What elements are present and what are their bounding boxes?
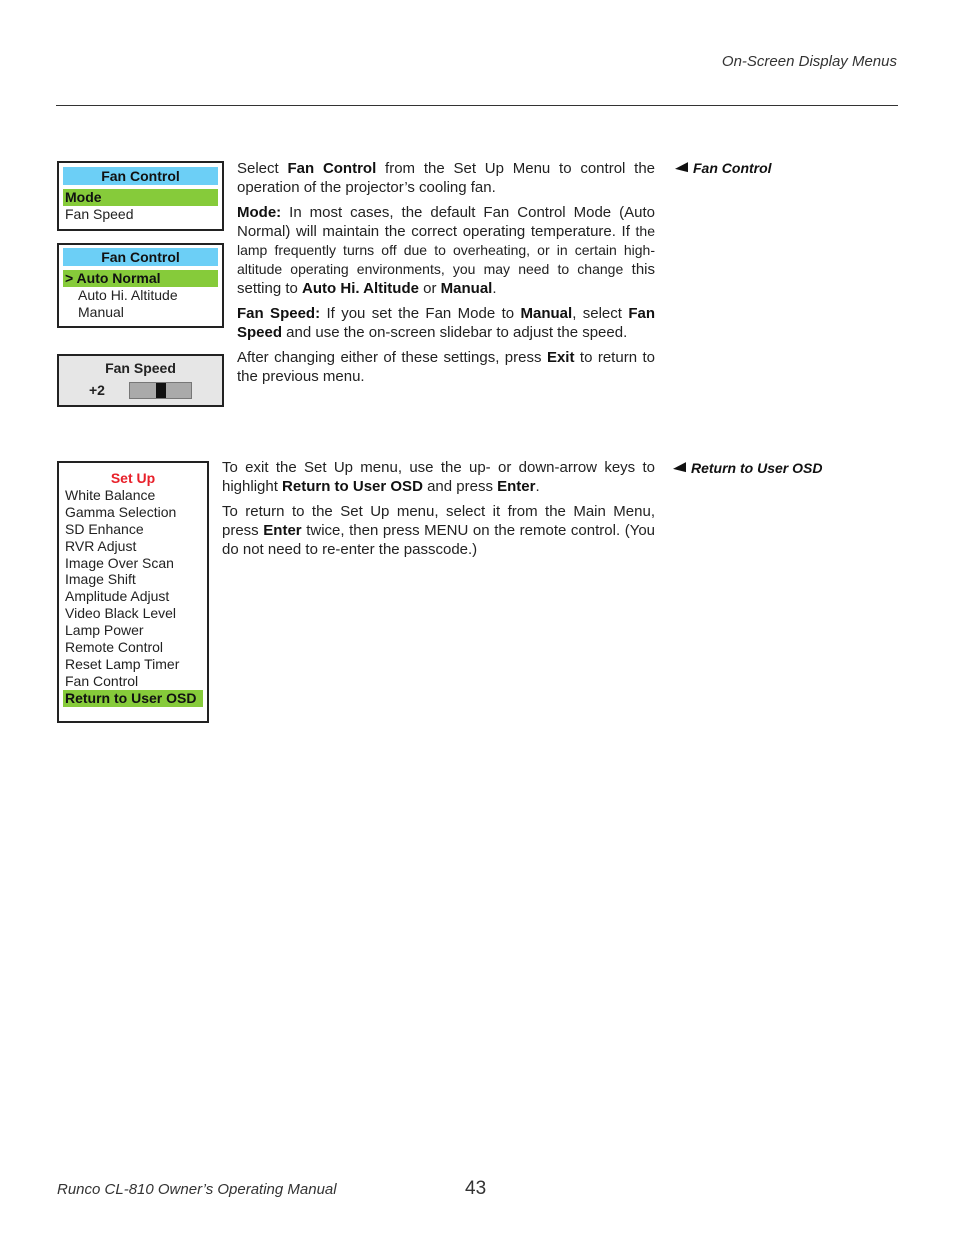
fan-speed-slider[interactable]: [129, 382, 192, 399]
fan-speed-menu: [57, 354, 224, 407]
footer-title: Runco CL-810 Owner’s Operating Manual: [57, 1181, 337, 1198]
paragraph: Fan Speed: If you set the Fan Mode to Manual, select Fan Speed and use the on-screen slidebar to adjust the speed.: [237, 305, 655, 341]
menu-item-auto-normal[interactable]: > Auto Normal: [63, 270, 218, 287]
menu-item-manual[interactable]: Manual: [78, 304, 124, 320]
menu-item-auto-hi-altitude[interactable]: Auto Hi. Altitude: [78, 287, 178, 303]
setup-menu: [57, 461, 209, 723]
menu-item-mode[interactable]: Mode: [63, 189, 218, 206]
menu-item-white-balance[interactable]: White Balance: [65, 487, 156, 503]
menu-item-fan-speed[interactable]: Fan Speed: [65, 206, 134, 222]
sidenote-return-to-user-osd: Return to User OSD: [673, 460, 822, 476]
paragraph: Select Fan Control from the Set Up Menu to control the operation of the projector’s cooling fan.: [237, 160, 656, 196]
menu-item-amplitude-adjust[interactable]: Amplitude Adjust: [65, 588, 170, 605]
menu-item-return-to-user-osd[interactable]: Return to User OSD: [63, 690, 203, 707]
paragraph: Mode: In most cases, the default Fan Control Mode (Auto Normal) will maintain the correct operating temperature. If the lamp frequently turns off due to overheating, or in certain high-altitude operating environments, you may need to change this setting to Auto Hi. Altitude or Manual.: [237, 204, 655, 297]
menu-item-remote-control[interactable]: Remote Control: [65, 639, 164, 656]
arrow-left-icon: [673, 462, 686, 474]
menu-title: Fan Control: [63, 167, 218, 185]
header-title: On-Screen Display Menus: [721, 53, 897, 70]
menu-item-image-over-scan[interactable]: Image Over Scan: [65, 554, 174, 571]
fan-control-description: [237, 159, 655, 392]
page-number: 43: [465, 1178, 487, 1199]
paragraph: To return to the Set Up menu, select it from the Main Menu, press Enter twice, then press MENU on the remote control. (You do not need to re-enter the passcode.): [222, 503, 656, 558]
menu-item-sd-enhance[interactable]: SD Enhance: [65, 520, 144, 537]
return-to-user-osd-description: [222, 458, 655, 565]
menu-item-rvr-adjust[interactable]: RVR Adjust: [65, 537, 137, 554]
menu-title: Fan Speed: [105, 360, 176, 376]
header-divider: [56, 105, 898, 106]
menu-item-lamp-power[interactable]: Lamp Power: [65, 622, 144, 639]
menu-item-gamma-selection[interactable]: Gamma Selection: [65, 503, 177, 520]
fan-control-menu: [57, 161, 224, 231]
paragraph: After changing either of these settings, press Exit to return to the previous menu.: [237, 349, 655, 385]
arrow-left-icon: [675, 162, 688, 174]
menu-item-video-black-level[interactable]: Video Black Level: [65, 605, 177, 622]
menu-title: Set Up: [110, 470, 156, 486]
fan-speed-value: +2: [89, 382, 105, 398]
fan-control-mode-menu: [57, 243, 224, 328]
sidenote-fan-control: Fan Control: [675, 160, 772, 176]
slider-thumb[interactable]: [156, 383, 166, 398]
paragraph: To exit the Set Up menu, use the up- or down-arrow keys to highlight Return to User OSD and press Enter.: [222, 459, 655, 495]
menu-item-reset-lamp-timer[interactable]: Reset Lamp Timer: [65, 655, 180, 672]
menu-item-fan-control[interactable]: Fan Control: [65, 672, 139, 689]
menu-title: Fan Control: [63, 248, 218, 266]
menu-item-image-shift[interactable]: Image Shift: [65, 571, 136, 588]
